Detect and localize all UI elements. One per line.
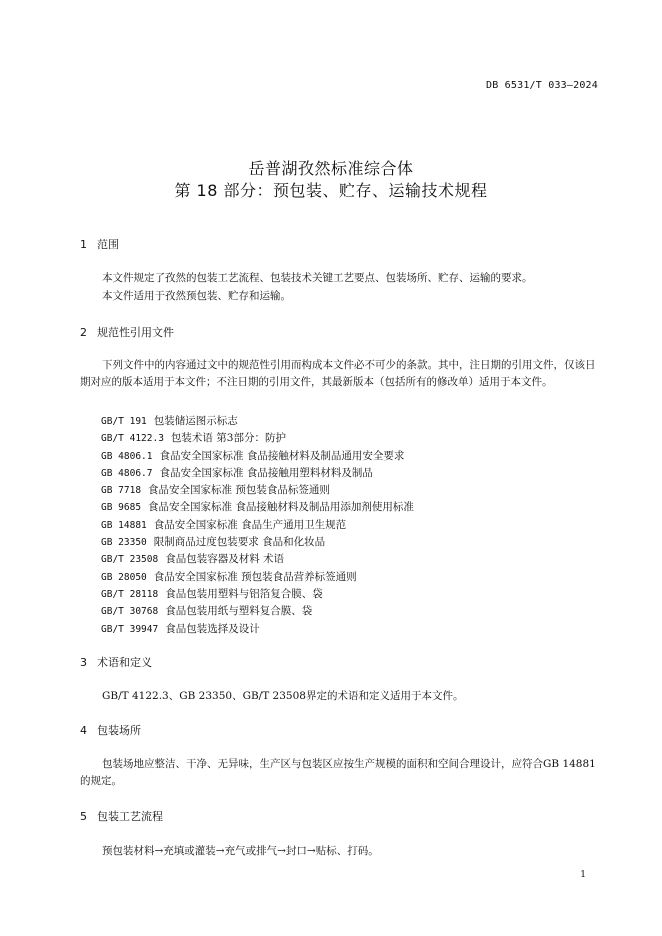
section-number: 1 <box>80 238 87 251</box>
reference-title: 食品包装容器及材料 术语 <box>165 553 285 566</box>
reference-item <box>101 551 414 568</box>
reference-code: GB 23350 <box>101 537 147 549</box>
section-2-paragraph-1: 下列文件中的内容通过文中的规范性引用而构成本文件必不可少的条款。其中，注日期的引用文件，仅该日期对应的版本适用于本文件；不注日期的引用文件，其最新版本（包括所有的修改单）适用于本文件。 <box>80 359 596 388</box>
reference-item <box>101 534 414 551</box>
section-1-paragraph-2: 本文件适用于孜然预包装、贮存和运输。 <box>102 290 291 302</box>
reference-title: 食品包装用纸与塑料复合膜、袋 <box>165 605 313 618</box>
reference-code: GB 4806.7 <box>101 467 153 479</box>
section-title: 包装工艺流程 <box>97 810 163 823</box>
section-number: 5 <box>80 810 87 823</box>
section-3-heading <box>80 654 152 670</box>
reference-title: 食品安全国家标准 预包装食品标签通则 <box>148 484 330 497</box>
reference-title: 包装术语 第3部分：防护 <box>170 432 286 445</box>
document-title-line-2: 第 18 部分：预包装、贮存、运输技术规程 <box>174 181 488 200</box>
reference-item <box>101 413 414 430</box>
section-4-paragraph-1: 包装场地应整洁、干净、无异味，生产区与包装区应按生产规模的面积和空间合理设计，应符合GB 14881的规定。 <box>80 758 596 787</box>
reference-item <box>101 448 414 465</box>
reference-code: GB 9685 <box>101 502 142 514</box>
reference-title: 食品安全国家标准 食品接触材料及制品用添加剂使用标准 <box>148 501 414 514</box>
section-1-paragraph-1: 本文件规定了孜然的包装工艺流程、包装技术关键工艺要点、包装场所、贮存、运输的要求。 <box>102 272 533 284</box>
reference-code: GB 4806.1 <box>101 450 153 462</box>
section-5-heading <box>80 808 163 824</box>
section-3-paragraph-1: GB/T 4122.3、GB 23350、GB/T 23508界定的术语和定义适用于本文件。 <box>102 690 464 702</box>
section-2-heading <box>80 324 174 340</box>
reference-title: 食品安全国家标准 预包装食品营养标签通则 <box>153 570 357 583</box>
reference-title: 食品安全国家标准 食品接触用塑料材料及制品 <box>159 466 373 479</box>
reference-code: GB/T 23508 <box>101 554 159 566</box>
reference-item <box>101 499 414 516</box>
reference-title: 包装储运图示标志 <box>153 415 238 427</box>
reference-code: GB 28050 <box>101 571 147 583</box>
reference-item <box>101 586 414 603</box>
section-number: 4 <box>80 724 87 737</box>
reference-item <box>101 482 414 499</box>
section-5-paragraph-1: 预包装材料→充填或灌装→充气或排气→封口→贴标、打码。 <box>102 845 379 857</box>
reference-item <box>101 569 414 586</box>
section-number: 2 <box>80 326 87 339</box>
reference-code: GB/T 30768 <box>101 606 159 618</box>
reference-code: GB/T 191 <box>101 416 147 427</box>
section-1-heading <box>80 236 119 252</box>
reference-title: 食品包装用塑料与铝箔复合膜、袋 <box>165 587 323 600</box>
document-code: DB 6531/T 033—2024 <box>486 80 598 91</box>
reference-code: GB 14881 <box>101 519 147 531</box>
reference-item <box>101 603 414 620</box>
reference-item <box>101 621 414 638</box>
section-number: 3 <box>80 656 87 669</box>
reference-title: 食品安全国家标准 食品接触材料及制品通用安全要求 <box>159 449 405 462</box>
reference-item <box>101 430 414 447</box>
section-4-heading <box>80 722 141 738</box>
reference-list <box>101 413 414 638</box>
page-number: 1 <box>580 870 586 880</box>
reference-item <box>101 517 414 534</box>
reference-title: 限制商品过度包装要求 食品和化妆品 <box>153 536 326 549</box>
document-title-line-1: 岳普湖孜然标准综合体 <box>248 159 414 178</box>
reference-title: 食品安全国家标准 食品生产通用卫生规范 <box>153 518 347 531</box>
section-title: 包装场所 <box>97 724 141 737</box>
section-title: 范围 <box>97 238 119 251</box>
reference-item <box>101 465 414 482</box>
section-title: 术语和定义 <box>97 656 152 669</box>
reference-code: GB/T 39947 <box>101 623 159 635</box>
section-title: 规范性引用文件 <box>97 326 174 339</box>
reference-code: GB/T 4122.3 <box>101 433 164 445</box>
reference-code: GB 7718 <box>101 485 142 497</box>
reference-title: 食品包装选择及设计 <box>165 622 260 635</box>
reference-code: GB/T 28118 <box>101 588 159 600</box>
